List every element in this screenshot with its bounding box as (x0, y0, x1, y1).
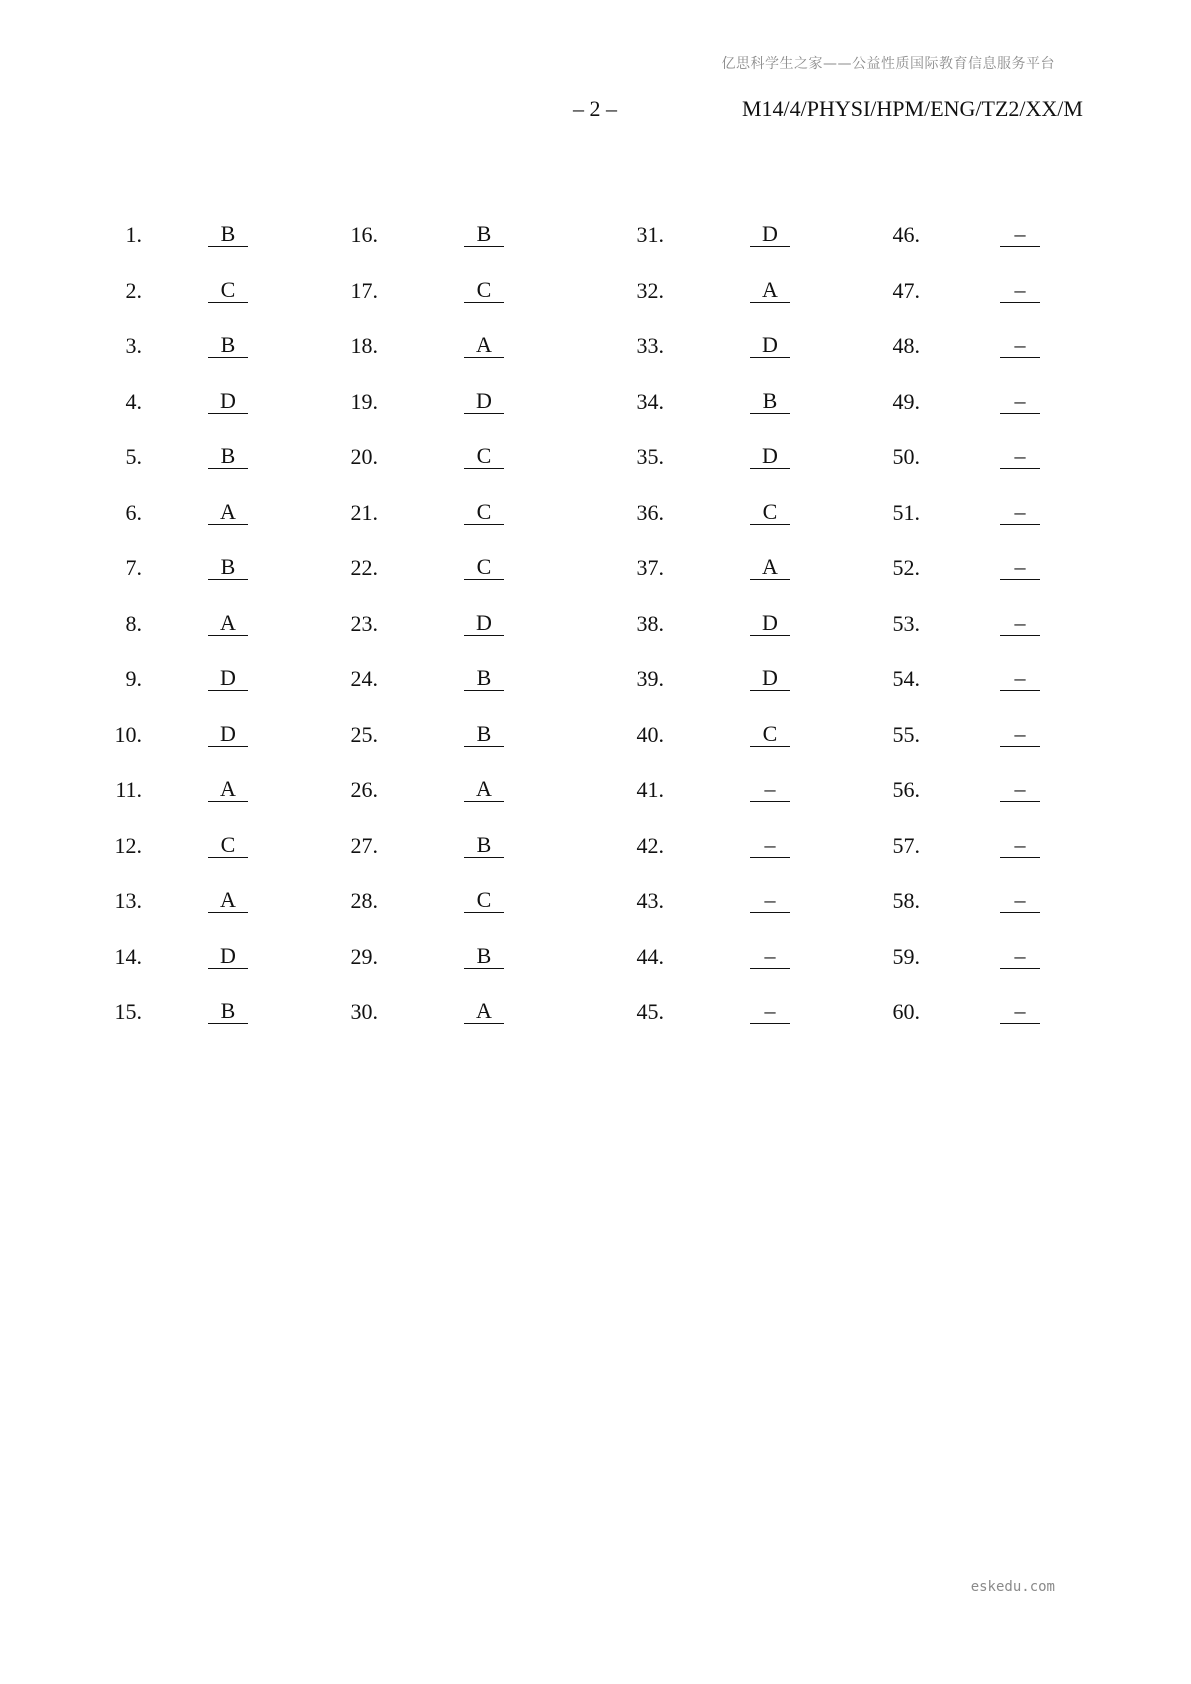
answer-value: A (208, 500, 248, 525)
question-number: 56. (892, 777, 920, 802)
answer-key-grid (0, 222, 1191, 1055)
answer-value: B (750, 389, 790, 414)
answer-value: – (1000, 389, 1040, 414)
question-number: 2. (125, 277, 142, 303)
question-number: 36. (636, 499, 664, 525)
answer-value: B (464, 944, 504, 969)
answer-value: D (208, 722, 248, 747)
answer-value: B (464, 666, 504, 691)
answer-row (0, 278, 1191, 334)
answer-row (0, 500, 1191, 556)
answer-value: B (208, 999, 248, 1024)
question-number: 1. (125, 222, 142, 247)
answer-value: C (208, 833, 248, 858)
answer-row (0, 722, 1191, 778)
question-number: 60. (892, 999, 920, 1024)
question-number: 15. (114, 999, 142, 1024)
answer-value: D (750, 222, 790, 247)
question-number: 40. (636, 721, 664, 747)
answer-value: B (464, 222, 504, 247)
question-number: 35. (636, 444, 664, 469)
answer-value: D (750, 611, 790, 636)
question-number: 42. (636, 832, 664, 858)
question-number: 43. (636, 888, 664, 913)
question-number: 26. (350, 777, 378, 802)
question-number: 12. (114, 832, 142, 858)
answer-value: A (208, 777, 248, 802)
question-number: 5. (125, 444, 142, 469)
question-number: 49. (892, 388, 920, 414)
answer-row (0, 944, 1191, 1000)
question-number: 20. (350, 444, 378, 469)
answer-value: – (1000, 888, 1040, 913)
question-number: 30. (350, 999, 378, 1024)
question-number: 21. (350, 499, 378, 525)
answer-value: B (464, 722, 504, 747)
question-number: 58. (892, 888, 920, 913)
question-number: 18. (350, 333, 378, 358)
answer-row (0, 999, 1191, 1055)
question-number: 22. (350, 555, 378, 580)
answer-value: D (750, 444, 790, 469)
answer-value: D (208, 666, 248, 691)
answer-value: A (750, 278, 790, 303)
answer-row (0, 444, 1191, 500)
question-number: 39. (636, 666, 664, 691)
answer-value: D (464, 611, 504, 636)
answer-row (0, 333, 1191, 389)
page-number: – 2 – (573, 96, 617, 121)
answer-value: C (464, 500, 504, 525)
answer-row (0, 777, 1191, 833)
answer-value: C (464, 888, 504, 913)
question-number: 23. (350, 610, 378, 636)
question-number: 14. (114, 943, 142, 969)
question-number: 50. (892, 444, 920, 469)
answer-value: A (208, 611, 248, 636)
answer-value: A (464, 999, 504, 1024)
question-number: 7. (125, 555, 142, 580)
answer-value: – (1000, 500, 1040, 525)
answer-value: B (208, 444, 248, 469)
question-number: 27. (350, 832, 378, 858)
question-number: 25. (350, 721, 378, 747)
answer-row (0, 833, 1191, 889)
answer-value: B (208, 333, 248, 358)
answer-value: A (750, 555, 790, 580)
answer-value: – (750, 888, 790, 913)
question-number: 46. (892, 222, 920, 247)
question-number: 57. (892, 832, 920, 858)
answer-value: C (750, 722, 790, 747)
document-code: M14/4/PHYSI/HPM/ENG/TZ2/XX/M (741, 96, 1083, 121)
answer-row (0, 389, 1191, 445)
question-number: 4. (125, 388, 142, 414)
question-number: 29. (350, 943, 378, 969)
answer-value: D (464, 389, 504, 414)
answer-value: C (464, 278, 504, 303)
answer-value: D (750, 333, 790, 358)
question-number: 31. (636, 222, 664, 247)
answer-value: – (1000, 333, 1040, 358)
answer-value: – (1000, 944, 1040, 969)
question-number: 10. (114, 721, 142, 747)
answer-value: B (208, 555, 248, 580)
answer-value: – (1000, 222, 1040, 247)
question-number: 6. (125, 499, 142, 525)
question-number: 51. (892, 499, 920, 525)
answer-value: – (1000, 722, 1040, 747)
question-number: 53. (892, 610, 920, 636)
question-number: 44. (636, 943, 664, 969)
answer-value: – (1000, 444, 1040, 469)
answer-value: – (1000, 555, 1040, 580)
question-number: 17. (350, 277, 378, 303)
answer-value: – (750, 944, 790, 969)
answer-value: D (208, 944, 248, 969)
answer-value: A (464, 777, 504, 802)
question-number: 3. (125, 333, 142, 358)
answer-row (0, 611, 1191, 667)
question-number: 16. (350, 222, 378, 247)
question-number: 13. (114, 888, 142, 913)
answer-value: – (750, 833, 790, 858)
question-number: 47. (892, 277, 920, 303)
question-number: 45. (636, 999, 664, 1024)
question-number: 8. (125, 610, 142, 636)
answer-value: – (1000, 666, 1040, 691)
answer-value: – (1000, 999, 1040, 1024)
question-number: 59. (892, 943, 920, 969)
answer-value: C (750, 500, 790, 525)
question-number: 38. (636, 610, 664, 636)
question-number: 24. (350, 666, 378, 691)
answer-value: D (208, 389, 248, 414)
answer-value: C (464, 555, 504, 580)
answer-value: A (464, 333, 504, 358)
question-number: 11. (115, 777, 142, 802)
answer-row (0, 666, 1191, 722)
question-number: 19. (350, 388, 378, 414)
question-number: 33. (636, 333, 664, 358)
answer-value: C (208, 278, 248, 303)
answer-value: – (1000, 833, 1040, 858)
answer-row (0, 555, 1191, 611)
answer-value: – (750, 777, 790, 802)
answer-value: A (208, 888, 248, 913)
answer-value: D (750, 666, 790, 691)
answer-value: – (1000, 777, 1040, 802)
answer-value: – (1000, 278, 1040, 303)
question-number: 48. (892, 333, 920, 358)
question-number: 28. (350, 888, 378, 913)
answer-value: – (1000, 611, 1040, 636)
question-number: 34. (636, 388, 664, 414)
answer-value: B (208, 222, 248, 247)
watermark-text: 亿思科学生之家——公益性质国际教育信息服务平台 (721, 56, 1055, 72)
answer-value: C (464, 444, 504, 469)
question-number: 55. (892, 721, 920, 747)
answer-row (0, 888, 1191, 944)
answer-value: – (750, 999, 790, 1024)
question-number: 9. (125, 666, 142, 691)
question-number: 37. (636, 555, 664, 580)
question-number: 54. (892, 666, 920, 691)
footer-site-text: eskedu.com (970, 1579, 1055, 1595)
answer-row (0, 222, 1191, 278)
question-number: 32. (636, 277, 664, 303)
question-number: 41. (636, 777, 664, 802)
question-number: 52. (892, 555, 920, 580)
answer-value: B (464, 833, 504, 858)
